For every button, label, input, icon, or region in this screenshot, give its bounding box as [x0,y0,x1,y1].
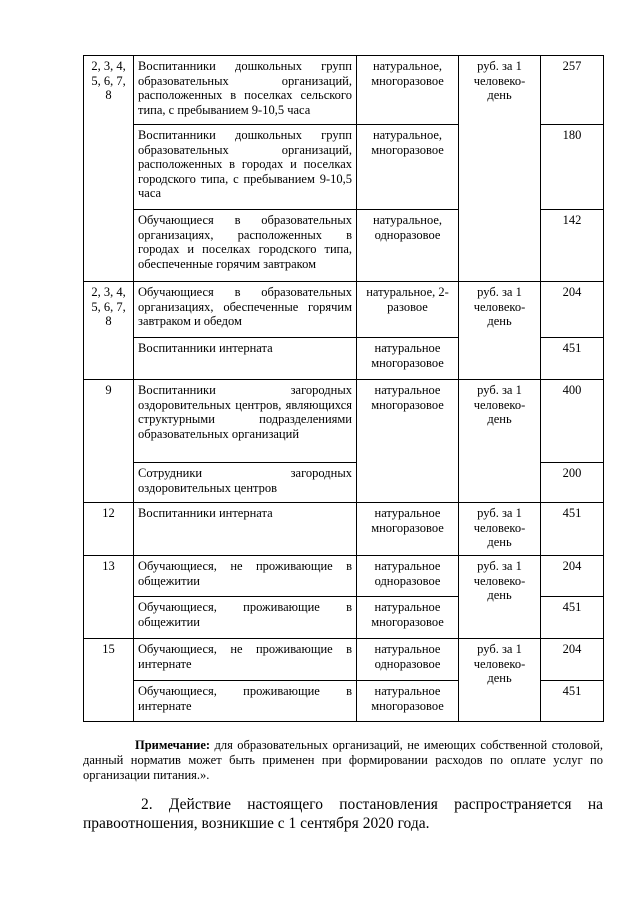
clause-line-2: правоотношения, возникшие с 1 сентября 2020 года. [83,815,430,832]
row-number: 9 [84,380,134,503]
meal-type: натуральное многоразовое [357,681,459,722]
recipient-category: Обучающиеся, не проживающие в интернате [134,639,357,681]
unit: руб. за 1 человеко-день [459,639,541,722]
norm-value: 200 [541,463,604,503]
unit: руб. за 1 человеко-день [459,282,541,380]
meal-type: натуральное, многоразовое [357,56,459,125]
norm-value: 180 [541,125,604,210]
norm-value: 451 [541,681,604,722]
row-number: 2, 3, 4, 5, 6, 7, 8 [84,282,134,380]
meal-type: натуральное, одноразовое [357,210,459,282]
meal-type: натуральное одноразовое [357,556,459,597]
recipient-category: Обучающиеся в образовательных организациях, обеспеченные горячим завтраком и обедом [134,282,357,338]
table-row [84,282,604,338]
meal-type: натуральное одноразовое [357,639,459,681]
recipient-category: Обучающиеся, проживающие в интернате [134,681,357,722]
table-row [84,380,604,463]
table-row [84,56,604,125]
note-label: Примечание: [135,738,211,752]
meal-type: натуральное многоразовое [357,338,459,380]
recipient-category: Воспитанники загородных оздоровительных центров, являющихся структурными подразделениями образовательных организаций [134,380,357,463]
unit: руб. за 1 человеко-день [459,56,541,282]
table-row [84,503,604,556]
meal-type: натуральное многоразовое [357,597,459,639]
recipient-category: Обучающиеся в образовательных организациях, расположенных в городах и поселках городского типа, обеспеченные горячим завтраком [134,210,357,282]
table-row [84,556,604,597]
recipient-category: Обучающиеся, проживающие в общежитии [134,597,357,639]
norm-value: 204 [541,556,604,597]
clause-line-1: 2. Действие настоящего постановления распространяется на [141,796,603,813]
recipient-category: Воспитанники дошкольных групп образовательных организаций, расположенных в городах и поселках городского типа, с пребыванием 9-10,5 часа [134,125,357,210]
table-note [83,738,603,783]
norm-value: 451 [541,503,604,556]
unit: руб. за 1 человеко-день [459,380,541,503]
meal-type: натуральное многоразовое [357,380,459,503]
row-number: 2, 3, 4, 5, 6, 7, 8 [84,56,134,282]
meal-type: натуральное, 2-разовое [357,282,459,338]
recipient-category: Сотрудники загородных оздоровительных центров [134,463,357,503]
clause-paragraph [83,795,603,833]
recipient-category: Обучающиеся, не проживающие в общежитии [134,556,357,597]
table-row [84,639,604,681]
recipient-category: Воспитанники дошкольных групп образовательных организаций, расположенных в поселках сельского типа, с пребыванием 9-10,5 часа [134,56,357,125]
row-number: 15 [84,639,134,722]
unit: руб. за 1 человеко-день [459,503,541,556]
meal-type: натуральное, многоразовое [357,125,459,210]
norm-value: 142 [541,210,604,282]
norm-value: 204 [541,639,604,681]
meal-type: натуральное многоразовое [357,503,459,556]
row-number: 12 [84,503,134,556]
row-number: 13 [84,556,134,639]
recipient-category: Воспитанники интерната [134,338,357,380]
unit: руб. за 1 человеко-день [459,556,541,639]
norm-value: 451 [541,338,604,380]
norm-value: 204 [541,282,604,338]
norms-table [83,55,604,722]
norm-value: 257 [541,56,604,125]
norm-value: 400 [541,380,604,463]
note-text: для образовательных организаций, не имеющих собственной столовой, данный норматив может быть применен при формировании расходов по оплате услуг по организации питания.». [83,738,603,782]
recipient-category: Воспитанники интерната [134,503,357,556]
norm-value: 451 [541,597,604,639]
